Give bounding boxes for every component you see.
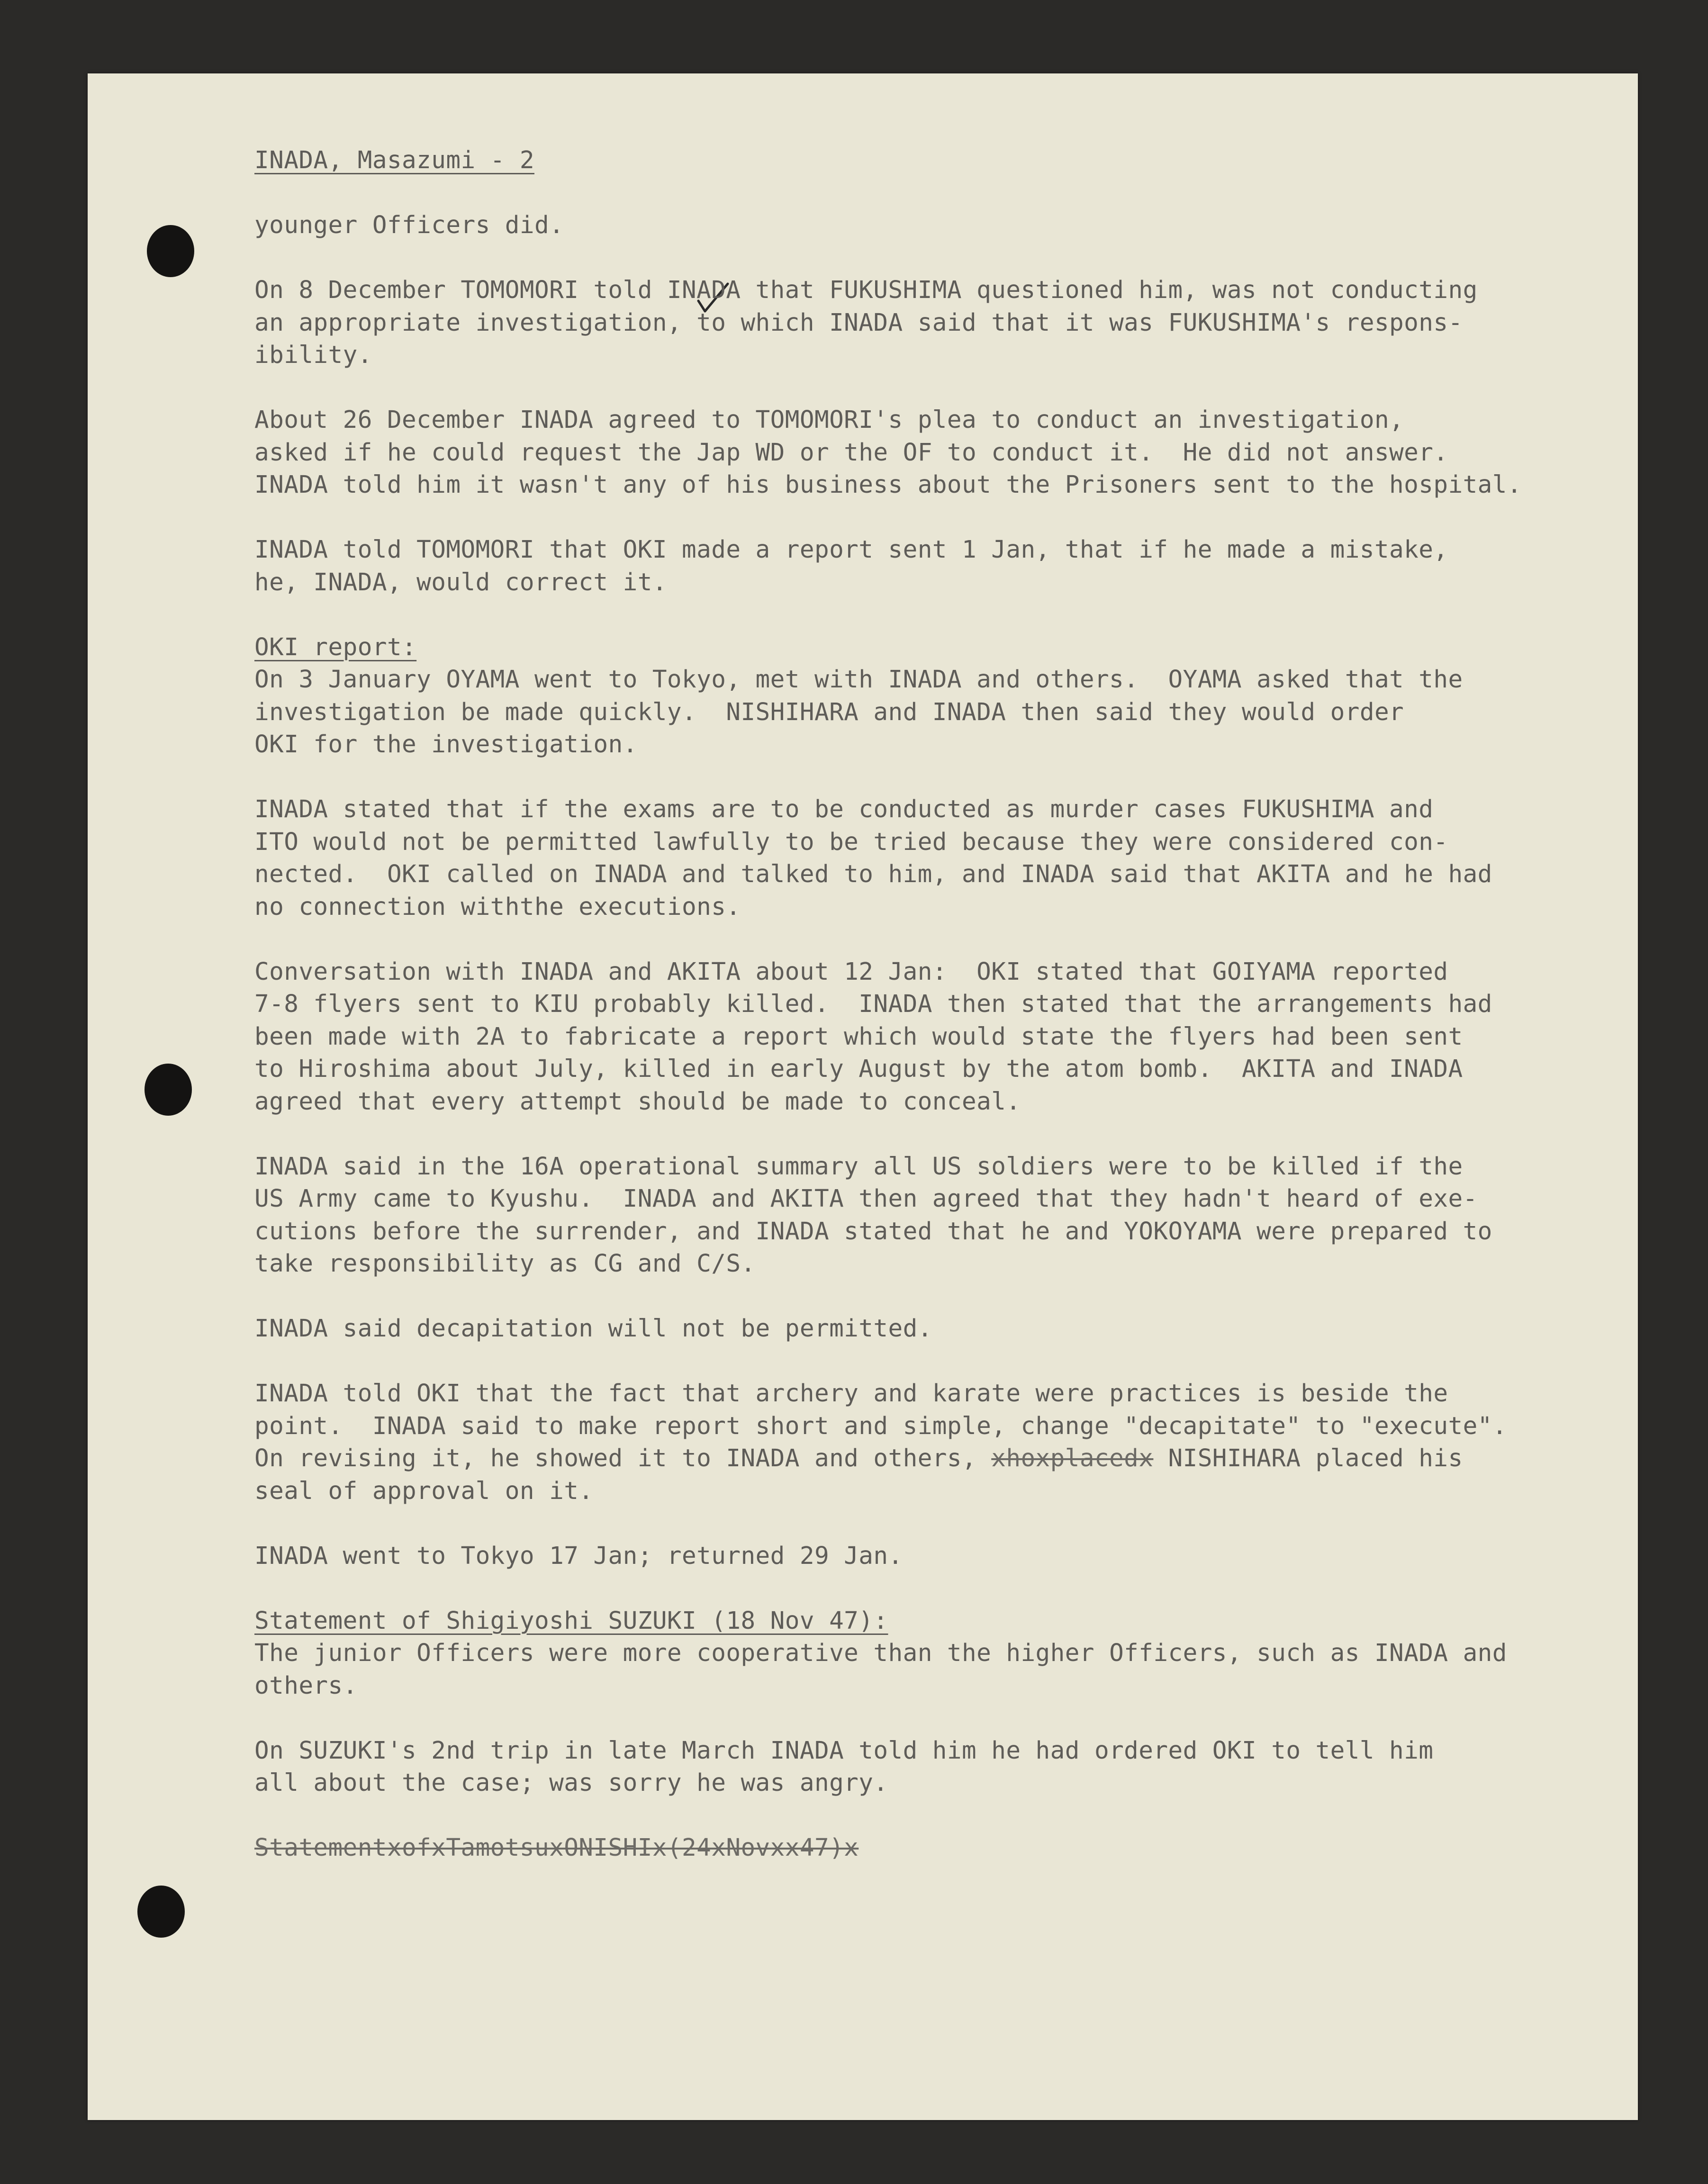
paragraph-line: On 8 December TOMOMORI told INADA that FUKUSHIMA questioned him, was not conducting: [254, 276, 1478, 304]
paragraph-line: all about the case; was sorry he was angry.: [254, 1769, 888, 1797]
paragraph-line: Conversation with INADA and AKITA about 12 Jan: OKI stated that GOIYAMA reported: [254, 957, 1448, 986]
binder-hole-bottom: [137, 1886, 185, 1938]
paragraph-line: to Hiroshima about July, killed in early August by the atom bomb. AKITA and INADA: [254, 1055, 1463, 1083]
paragraph-line: INADA said in the 16A operational summary all US soldiers were to be killed if the: [254, 1152, 1463, 1181]
paragraph-line: INADA told him it wasn't any of his business about the Prisoners sent to the hospital.: [254, 471, 1522, 499]
paragraph-line: On SUZUKI's 2nd trip in late March INADA told him he had ordered OKI to tell him: [254, 1736, 1434, 1765]
paragraph-line-with-strikeout: [254, 1443, 1638, 1475]
paragraph-line: others.: [254, 1671, 358, 1700]
paragraph-line: cutions before the surrender, and INADA stated that he and YOKOYAMA were prepared to: [254, 1217, 1492, 1245]
paragraph-line: nected. OKI called on INADA and talked to him, and INADA said that AKITA and he had: [254, 860, 1492, 888]
paragraph-line: INADA told OKI that the fact that archery and karate were practices is beside the: [254, 1380, 1448, 1408]
paragraph-line: no connection withthe executions.: [254, 893, 741, 921]
paragraph-line: been made with 2A to fabricate a report which would state the flyers had been sent: [254, 1022, 1463, 1051]
paragraph-line: US Army came to Kyushu. INADA and AKITA then agreed that they hadn't heard of exe-: [254, 1185, 1478, 1213]
paragraph-line: On 3 January OYAMA went to Tokyo, met with INADA and others. OYAMA asked that the: [254, 666, 1463, 694]
line-text: On revising it, he showed it to INADA and others,: [254, 1444, 992, 1472]
paragraph-line: OKI for the investigation.: [254, 731, 638, 758]
line-text: NISHIHARA placed his: [1153, 1444, 1463, 1472]
paragraph-line: ITO would not be permitted lawfully to be tried because they were considered con-: [254, 828, 1448, 856]
paragraph-line: 7-8 flyers sent to KIU probably killed. INADA then stated that the arrangements had: [254, 990, 1492, 1018]
paragraph-line: The junior Officers were more cooperative than the higher Officers, such as INADA and: [254, 1639, 1507, 1667]
page-header: INADA, Masazumi - 2: [254, 146, 534, 174]
binder-hole-top: [147, 225, 194, 277]
section-heading-suzuki-statement: Statement of Shigiyoshi SUZUKI (18 Nov 47):: [254, 1606, 888, 1635]
paragraph-line: he, INADA, would correct it.: [254, 568, 667, 596]
paragraph-line: point. INADA said to make report short and simple, change "decapitate" to "execute".: [254, 1412, 1507, 1440]
document-page: [88, 73, 1638, 2120]
paragraph-line: INADA went to Tokyo 17 Jan; returned 29 Jan.: [254, 1542, 903, 1570]
paragraph-line: seal of approval on it.: [254, 1477, 594, 1505]
continuation-line: younger Officers did.: [254, 211, 564, 239]
paragraph-line: investigation be made quickly. NISHIHARA and INADA then said they would order: [254, 698, 1404, 726]
paragraph-line: take responsibility as CG and C/S.: [254, 1250, 756, 1278]
binder-hole-middle: [145, 1064, 192, 1116]
struck-out-text: xhoxplacedx: [991, 1444, 1154, 1472]
paragraph-line: INADA stated that if the exams are to be conducted as murder cases FUKUSHIMA and: [254, 795, 1434, 823]
paragraph-line: About 26 December INADA agreed to TOMOMORI's plea to conduct an investigation,: [254, 406, 1404, 434]
struck-out-heading: StatementxofxTamotsuxONISHIx(24xNovxx47)x: [254, 1834, 859, 1862]
paragraph-line: INADA told TOMOMORI that OKI made a report sent 1 Jan, that if he made a mistake,: [254, 536, 1448, 564]
section-heading-oki-report: OKI report:: [254, 633, 417, 661]
paragraph-line: asked if he could request the Jap WD or the OF to conduct it. He did not answer.: [254, 438, 1448, 467]
paragraph-line: agreed that every attempt should be made to conceal.: [254, 1087, 1021, 1116]
paragraph-line: INADA said decapitation will not be permitted.: [254, 1315, 932, 1343]
paragraph-line: an appropriate investigation, to which INADA said that it was FUKUSHIMA's respons-: [254, 308, 1463, 337]
paragraph-line: ibility.: [254, 341, 372, 369]
typed-text: [254, 144, 1638, 1865]
